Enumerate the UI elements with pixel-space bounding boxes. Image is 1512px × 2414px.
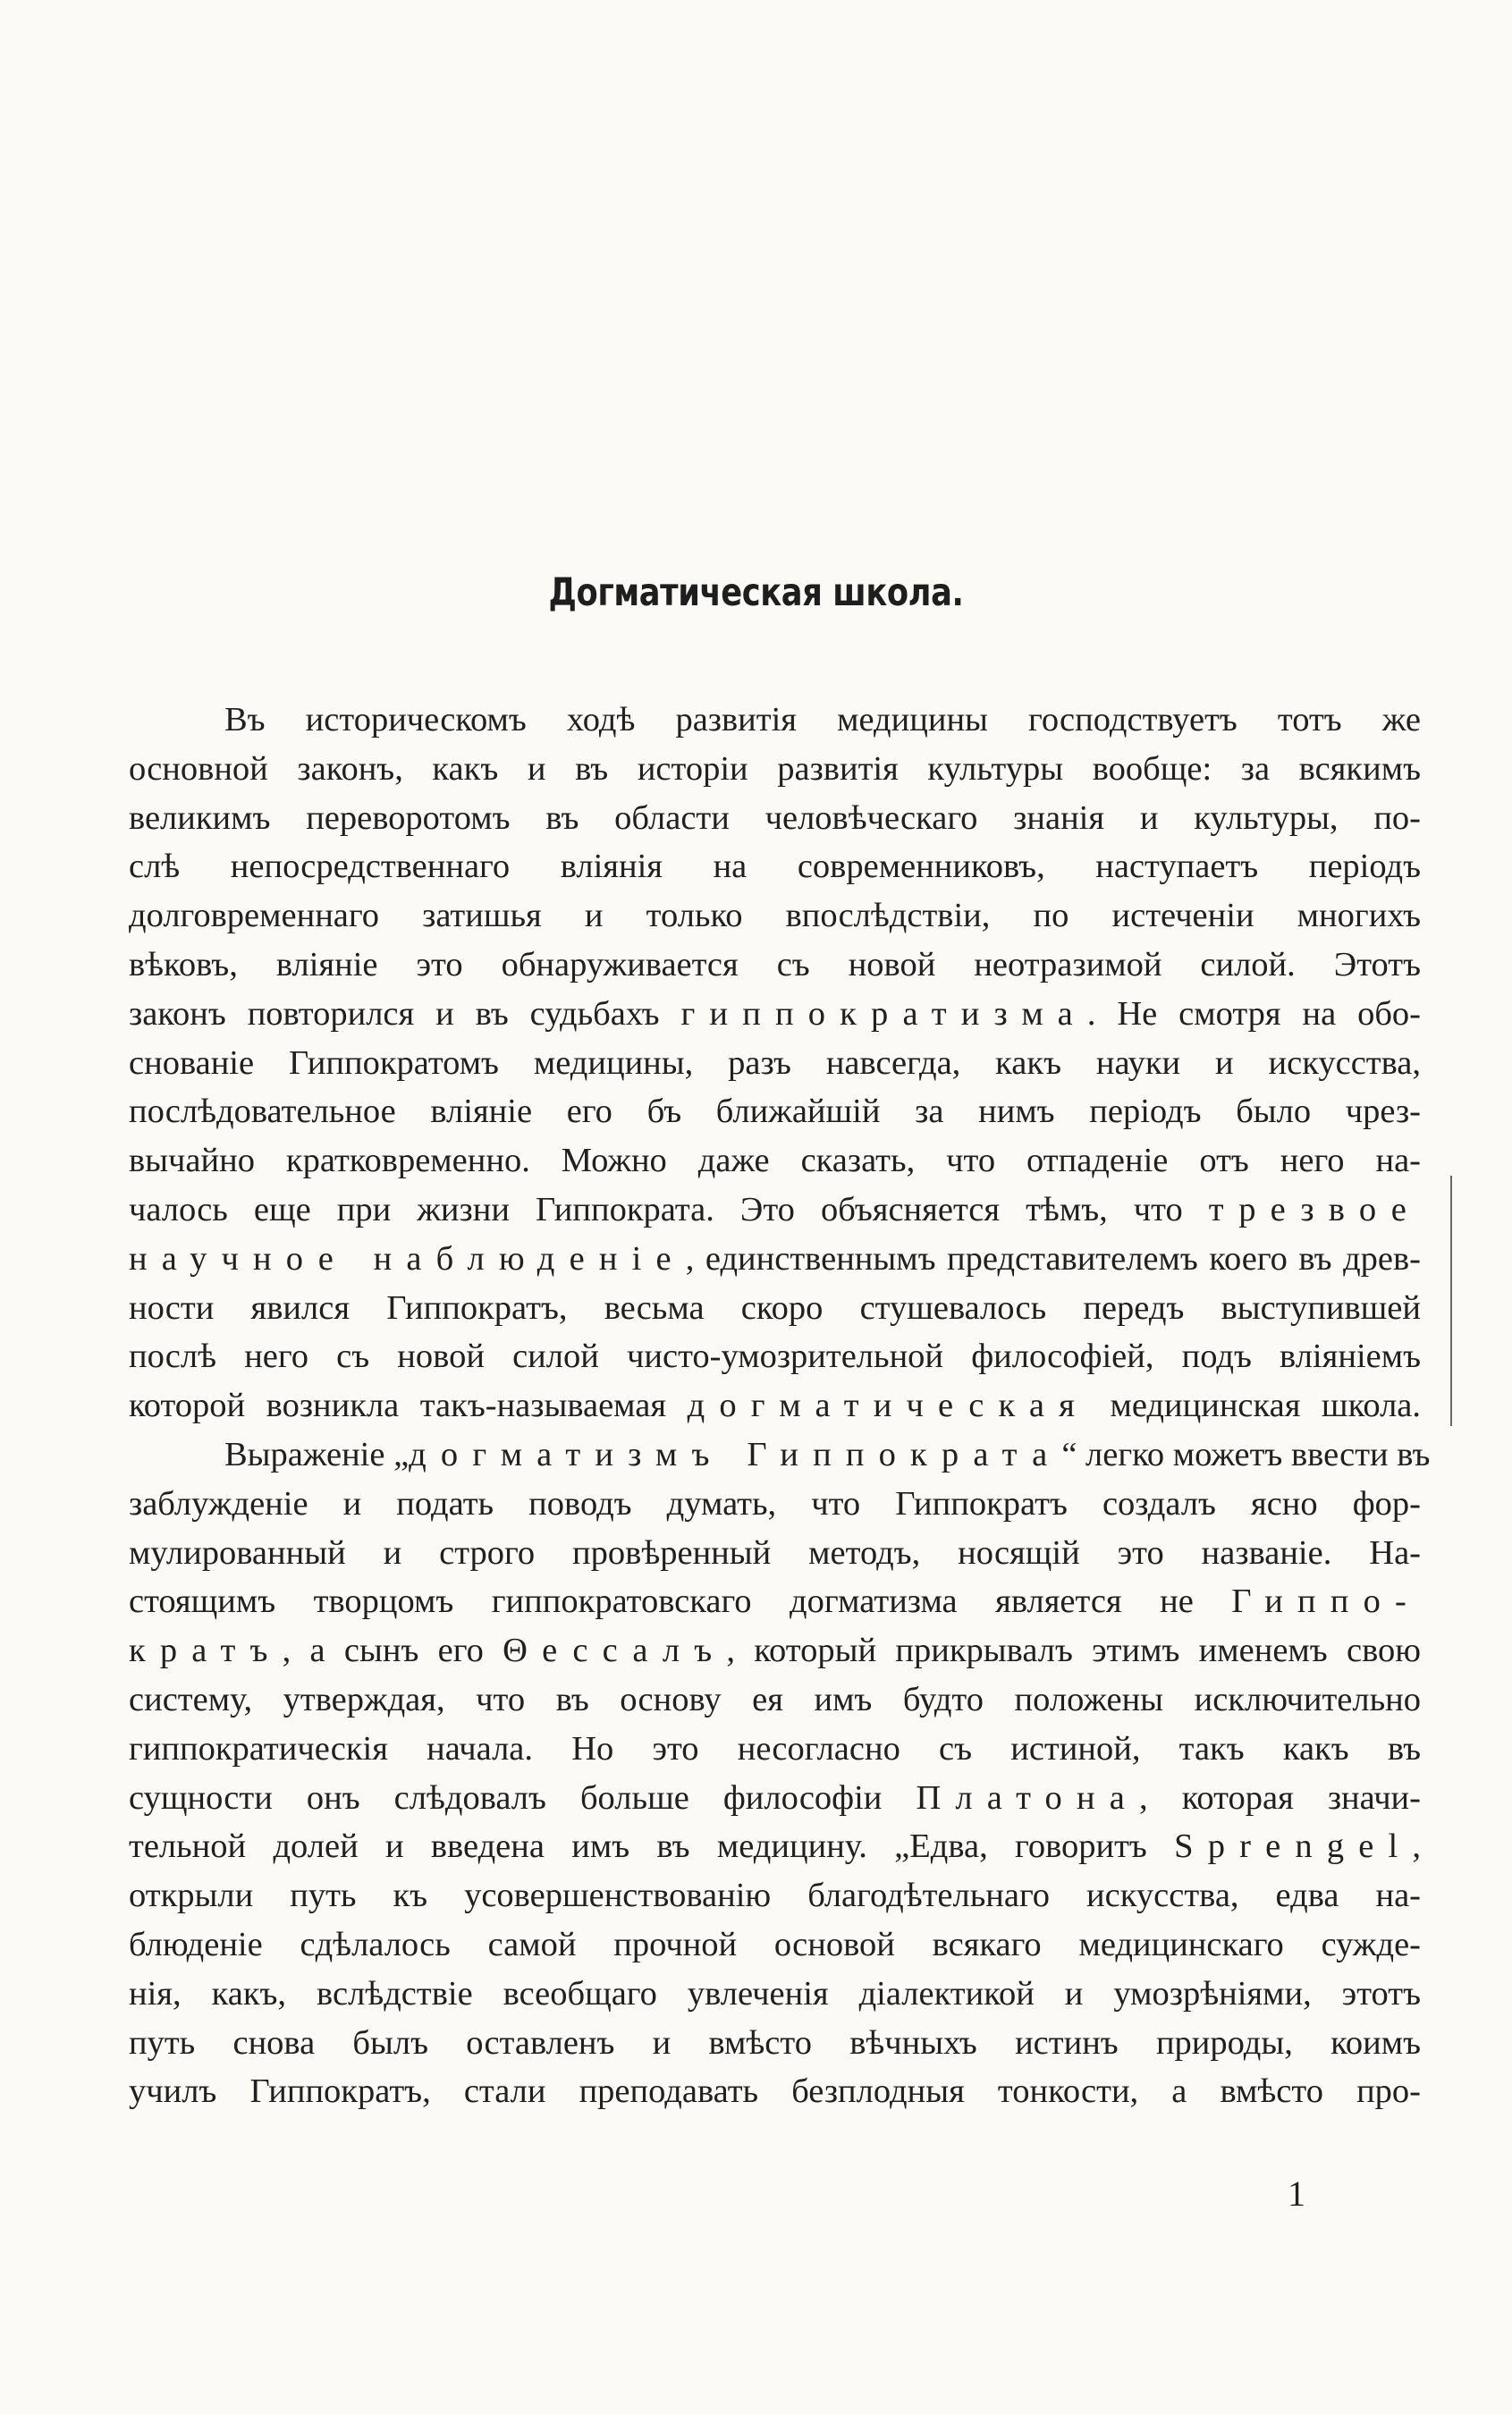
text-line — [129, 842, 1421, 891]
margin-mark — [1450, 1176, 1456, 1426]
text-line — [129, 794, 1421, 843]
text-run: чалось еще при жизни Гиппократа. Это объясняется тѣмъ, что — [129, 1190, 1209, 1228]
text-run: долговременнаго затишья и только впослѣдствіи, по истеченіи многихъ — [129, 897, 1421, 935]
text-run: медицинская школа. — [1088, 1387, 1421, 1425]
text-line — [129, 1626, 1421, 1675]
text-line — [129, 1332, 1421, 1381]
text-line — [129, 1235, 1421, 1284]
text-line — [129, 1529, 1421, 1578]
text-line — [129, 1087, 1421, 1136]
spaced-emphasis: догматизмъ Гиппократа — [409, 1435, 1062, 1473]
text-run: великимъ переворотомъ въ области человѣческаго знанія и культуры, по- — [129, 798, 1421, 837]
text-run: мулированный и строго провѣренный методъ, носящій это названіе. На- — [129, 1533, 1421, 1572]
text-run: которой возникла такъ-называемая — [129, 1387, 688, 1425]
spaced-emphasis: трезвое — [1208, 1190, 1421, 1228]
text-run: путь снова былъ оставленъ и вмѣсто вѣчныхъ истинъ природы, коимъ — [129, 2023, 1421, 2062]
spaced-emphasis: Sprengel — [1174, 1827, 1413, 1866]
text-line — [129, 1725, 1421, 1774]
text-line — [129, 1284, 1421, 1333]
text-line — [129, 2019, 1421, 2068]
text-line — [129, 891, 1421, 941]
text-line — [129, 1136, 1421, 1186]
spaced-emphasis: догматическая — [687, 1387, 1089, 1425]
text-run: законъ повторился и въ судьбахъ — [129, 994, 681, 1033]
text-line — [129, 1774, 1421, 1823]
text-run: систему, утверждая, что въ основу ея имъ будто положены исключительно — [129, 1680, 1421, 1718]
text-run: , которая значи- — [1139, 1778, 1421, 1817]
text-line — [129, 1871, 1421, 1920]
text-line — [129, 1381, 1421, 1431]
text-line — [129, 1431, 1431, 1480]
text-line — [129, 1970, 1421, 2019]
spaced-emphasis: научное наблюденіе — [129, 1239, 686, 1278]
text-run: заблужденіе и подать поводъ думать, что Гиппократъ создалъ ясно фор- — [129, 1484, 1421, 1523]
text-line — [129, 696, 1421, 745]
text-run: стоящимъ творцомъ гиппократовскаго догматизма является не — [129, 1583, 1232, 1621]
text-line — [129, 1920, 1421, 1970]
text-run: , который прикрывалъ этимъ именемъ свою — [726, 1632, 1421, 1670]
text-run: , — [1412, 1827, 1421, 1866]
text-line — [129, 745, 1421, 794]
text-line — [129, 1480, 1421, 1529]
text-run: тельной долей и введена имъ въ медицину. „Едва, говоритъ — [129, 1827, 1175, 1866]
page-number: 1 — [1288, 2173, 1305, 2214]
text-run: . Не смотря на обо- — [1086, 994, 1421, 1033]
spaced-emphasis: Платона — [916, 1778, 1140, 1817]
text-run: гиппократическія начала. Но это несогласно съ истиной, такъ какъ въ — [129, 1729, 1421, 1768]
text-line — [129, 990, 1421, 1039]
text-line — [129, 1039, 1421, 1088]
spaced-emphasis: кратъ — [129, 1632, 283, 1670]
text-run: снованіе Гиппократомъ медицины, разъ навсегда, какъ науки и искусства, — [129, 1043, 1421, 1082]
text-line — [129, 2067, 1421, 2116]
text-run: нія, какъ, вслѣдствіе всеобщаго увлеченія діалектикой и умозрѣніями, этотъ — [129, 1974, 1421, 2013]
text-run: , а сынъ его — [282, 1632, 503, 1670]
text-run: основной законъ, какъ и въ исторіи развитія культуры вообще: за всякимъ — [129, 749, 1421, 788]
text-run: Въ историческомъ ходѣ развитія медицины господствуетъ тотъ же — [224, 701, 1421, 739]
text-line — [129, 1675, 1421, 1725]
text-run: , единственнымъ представителемъ коего въ древ- — [685, 1239, 1421, 1278]
text-run: “ легко можетъ ввести въ — [1061, 1435, 1431, 1473]
text-run: послѣ него съ новой силой чисто-умозрительной философіей, подъ вліяніемъ — [129, 1338, 1421, 1376]
text-run: ности явился Гиппократъ, весьма скоро стушевалось передъ выступившей — [129, 1288, 1421, 1327]
text-line — [129, 1822, 1421, 1871]
text-run: Выраженіе „ — [224, 1435, 410, 1473]
text-line — [129, 1186, 1421, 1235]
text-run: вѣковъ, вліяніе это обнаруживается съ новой неотразимой силой. Этотъ — [129, 945, 1421, 983]
text-run: послѣдовательное вліяніе его бъ ближайшій за нимъ періодъ было чрез- — [129, 1093, 1421, 1131]
spaced-emphasis: Гиппо- — [1231, 1583, 1421, 1621]
text-line — [129, 1577, 1421, 1626]
text-run: училъ Гиппократъ, стали преподавать безплодныя тонкости, а вмѣсто про- — [129, 2072, 1421, 2111]
text-run: открыли путь къ усовершенствованію благодѣтельнаго искусства, едва на- — [129, 1877, 1421, 1915]
spaced-emphasis: гиппократизма — [680, 994, 1087, 1033]
text-run: слѣ непосредственнаго вліянія на современниковъ, наступаетъ періодъ — [129, 848, 1421, 886]
chapter-title: Догматическая школа. — [548, 570, 964, 615]
spaced-emphasis: Θессалъ — [503, 1632, 727, 1670]
body-text — [129, 696, 1431, 2116]
text-line — [129, 941, 1421, 990]
text-run: вычайно кратковременно. Можно даже сказать, что отпаденіе отъ него на- — [129, 1142, 1421, 1180]
text-run: блюденіе сдѣлалось самой прочной основой всякаго медицинскаго сужде- — [129, 1925, 1421, 1963]
text-run: сущности онъ слѣдовалъ больше философіи — [129, 1778, 916, 1817]
